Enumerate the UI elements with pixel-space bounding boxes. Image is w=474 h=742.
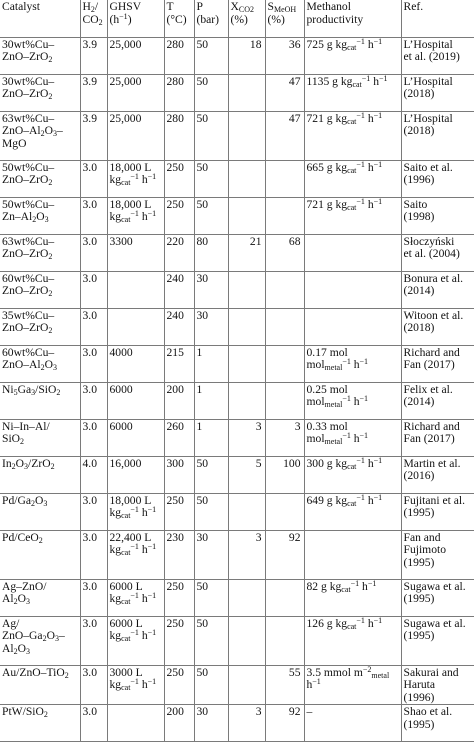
h2-co2-ratio-cell: 3.9 — [80, 37, 107, 74]
table-row — [0, 579, 474, 616]
ghsv-cell — [107, 705, 164, 742]
table-row — [0, 456, 474, 493]
table-row — [0, 493, 474, 530]
selectivity-cell: 68 — [265, 234, 304, 271]
productivity-cell: 0.33 mol mol$_{metal}^{-1}$ $h^{-1}$ — [304, 419, 401, 456]
pressure-cell: 50 — [194, 197, 228, 234]
reference-cell: L’Hospital (2018) — [401, 74, 474, 111]
productivity-cell: 721 g $kg_{cat}^{-1}$ $h^{-1}$ — [304, 197, 401, 234]
h2-co2-ratio-cell: 3.0 — [80, 419, 107, 456]
header-reference: Ref. — [401, 0, 474, 37]
temperature-cell: 240 — [164, 308, 194, 345]
catalyst-cell: Ag–ZnO/ $Al_2O_3$ — [0, 579, 80, 616]
catalyst-cell: $Ni_5Ga_3/SiO_2$ — [0, 382, 80, 419]
h2-co2-ratio-cell: 3.0 — [80, 345, 107, 382]
temperature-cell: 220 — [164, 234, 194, 271]
temperature-cell: 250 — [164, 493, 194, 530]
h2-co2-ratio-cell: 3.0 — [80, 705, 107, 742]
catalyst-cell: $In_2O_3/ZrO_2$ — [0, 456, 80, 493]
productivity-cell: 721 g $kg_{cat}^{-1}$ $h^{-1}$ — [304, 111, 401, 160]
table-row — [0, 382, 474, 419]
reference-cell: Felix et al. (2014) — [401, 382, 474, 419]
selectivity-cell — [265, 160, 304, 197]
ghsv-cell: 6000 — [107, 419, 164, 456]
ghsv-cell: 3000 L $kg_{cat}^{-1}$ $h^{-1}$ — [107, 665, 164, 705]
table-row — [0, 160, 474, 197]
selectivity-cell — [265, 579, 304, 616]
h2-co2-ratio-cell: 3.0 — [80, 579, 107, 616]
conversion-cell — [228, 345, 265, 382]
catalyst-cell: 63wt%Cu– ZnO–$Al_2O_3-$ MgO — [0, 111, 80, 160]
temperature-cell: 200 — [164, 705, 194, 742]
table-row — [0, 616, 474, 665]
ghsv-cell: 25,000 — [107, 37, 164, 74]
ghsv-cell: 3300 — [107, 234, 164, 271]
temperature-cell: 240 — [164, 271, 194, 308]
table-row — [0, 345, 474, 382]
conversion-cell: 3 — [228, 530, 265, 579]
table-row — [0, 308, 474, 345]
h2-co2-ratio-cell: 3.0 — [80, 234, 107, 271]
productivity-cell: 126 g $kg_{cat}^{-1}$ $h^{-1}$ — [304, 616, 401, 665]
selectivity-cell — [265, 493, 304, 530]
temperature-cell: 260 — [164, 419, 194, 456]
selectivity-cell: 92 — [265, 705, 304, 742]
ghsv-cell: 6000 — [107, 382, 164, 419]
ghsv-cell — [107, 271, 164, 308]
pressure-cell: 50 — [194, 111, 228, 160]
pressure-cell: 50 — [194, 74, 228, 111]
productivity-cell: 300 g $kg_{cat}^{-1}$ $h^{-1}$ — [304, 456, 401, 493]
catalyst-cell: 50wt%Cu– ZnO–ZrO$_2$ — [0, 160, 80, 197]
catalyst-cell: Pd/CeO$_2$ — [0, 530, 80, 579]
conversion-cell — [228, 111, 265, 160]
conversion-cell — [228, 197, 265, 234]
temperature-cell: 280 — [164, 74, 194, 111]
productivity-cell: 3.5 mmol $m^{-2}_{metal}$ $h^{-1}$ — [304, 665, 401, 705]
catalyst-cell: Au/ZnO–TiO$_2$ — [0, 665, 80, 705]
table-row — [0, 37, 474, 74]
ghsv-cell: 25,000 — [107, 74, 164, 111]
header-conversion: $X_{CO2}$ (%) — [228, 0, 265, 37]
ghsv-cell: 18,000 L $kg_{cat}^{-1}$ $h^{-1}$ — [107, 493, 164, 530]
h2-co2-ratio-cell: 4.0 — [80, 456, 107, 493]
reference-cell: Witoon et al. (2018) — [401, 308, 474, 345]
selectivity-cell — [265, 197, 304, 234]
pressure-cell: 50 — [194, 616, 228, 665]
table-row — [0, 530, 474, 579]
conversion-cell — [228, 382, 265, 419]
catalyst-cell: 60wt%Cu– ZnO–$Al_2O_3$ — [0, 345, 80, 382]
productivity-cell — [304, 530, 401, 579]
table-row — [0, 271, 474, 308]
productivity-cell: 0.25 mol mol$_{metal}^{-1}$ $h^{-1}$ — [304, 382, 401, 419]
pressure-cell: 30 — [194, 308, 228, 345]
reference-cell: Martin et al. (2016) — [401, 456, 474, 493]
selectivity-cell — [265, 308, 304, 345]
productivity-cell: 725 g $kg_{cat}^{-1}$ $h^{-1}$ — [304, 37, 401, 74]
reference-cell: L’Hospital (2018) — [401, 111, 474, 160]
selectivity-cell: 36 — [265, 37, 304, 74]
reference-cell: Sugawa et al. (1995) — [401, 579, 474, 616]
selectivity-cell: 47 — [265, 74, 304, 111]
reference-cell: Saito et al. (1996) — [401, 160, 474, 197]
temperature-cell: 200 — [164, 382, 194, 419]
selectivity-cell — [265, 382, 304, 419]
selectivity-cell: 100 — [265, 456, 304, 493]
header-h2-co2: $H_2/$ $CO_2$ — [80, 0, 107, 37]
productivity-cell: 82 g $kg_{cat}^{-1}$ $h^{-1}$ — [304, 579, 401, 616]
catalyst-cell: $Pd/Ga_2O_3$ — [0, 493, 80, 530]
pressure-cell: 50 — [194, 493, 228, 530]
h2-co2-ratio-cell: 3.0 — [80, 382, 107, 419]
ghsv-cell: 16,000 — [107, 456, 164, 493]
reference-cell: Richard and Fan (2017) — [401, 345, 474, 382]
ghsv-cell: 18,000 L $kg_{cat}^{-1}$ $h^{-1}$ — [107, 160, 164, 197]
productivity-cell — [304, 271, 401, 308]
conversion-cell — [228, 616, 265, 665]
catalyst-cell: Ni–In–Al/ SiO$_2$ — [0, 419, 80, 456]
catalyst-cell: Ag/ ZnO–$Ga_2O_3-$ $Al_2O_3$ — [0, 616, 80, 665]
table-row — [0, 705, 474, 742]
pressure-cell: 1 — [194, 419, 228, 456]
ghsv-cell — [107, 308, 164, 345]
pressure-cell: 50 — [194, 665, 228, 705]
reference-cell: Richard and Fan (2017) — [401, 419, 474, 456]
pressure-cell: 30 — [194, 271, 228, 308]
header-row — [0, 0, 474, 37]
productivity-cell: 0.17 mol mol$_{metal}^{-1}$ $h^{-1}$ — [304, 345, 401, 382]
productivity-cell — [304, 234, 401, 271]
reference-cell: Sugawa et al. (1995) — [401, 616, 474, 665]
selectivity-cell — [265, 345, 304, 382]
header-productivity: Methanol productivity — [304, 0, 401, 37]
productivity-cell: 665 g $kg_{cat}^{-1}$ $h^{-1}$ — [304, 160, 401, 197]
temperature-cell: 280 — [164, 111, 194, 160]
temperature-cell: 215 — [164, 345, 194, 382]
pressure-cell: 30 — [194, 705, 228, 742]
pressure-cell: 50 — [194, 456, 228, 493]
table-row — [0, 197, 474, 234]
ghsv-cell: 18,000 L $kg_{cat}^{-1}$ $h^{-1}$ — [107, 197, 164, 234]
table-row — [0, 419, 474, 456]
header-catalyst: Catalyst — [0, 0, 80, 37]
h2-co2-ratio-cell: 3.0 — [80, 616, 107, 665]
header-temperature: T (°C) — [164, 0, 194, 37]
reference-cell: Fujitani et al. (1995) — [401, 493, 474, 530]
pressure-cell: 30 — [194, 530, 228, 579]
pressure-cell: 1 — [194, 345, 228, 382]
reference-cell: Słoczyński et al. (2004) — [401, 234, 474, 271]
catalyst-cell: 63wt%Cu– ZnO–ZrO$_2$ — [0, 234, 80, 271]
header-selectivity: $S_{MeOH}$ (%) — [265, 0, 304, 37]
selectivity-cell: 47 — [265, 111, 304, 160]
conversion-cell — [228, 160, 265, 197]
reference-cell: Saito (1998) — [401, 197, 474, 234]
h2-co2-ratio-cell: 3.0 — [80, 308, 107, 345]
header-ghsv: GHSV $(h^{-1})$ — [107, 0, 164, 37]
conversion-cell: 18 — [228, 37, 265, 74]
catalyst-cell: 30wt%Cu– ZnO–ZrO$_2$ — [0, 37, 80, 74]
conversion-cell — [228, 271, 265, 308]
conversion-cell: 5 — [228, 456, 265, 493]
pressure-cell: 1 — [194, 382, 228, 419]
h2-co2-ratio-cell: 3.0 — [80, 271, 107, 308]
ghsv-cell: 4000 — [107, 345, 164, 382]
conversion-cell: 21 — [228, 234, 265, 271]
reference-cell: Bonura et al. (2014) — [401, 271, 474, 308]
pressure-cell: 50 — [194, 37, 228, 74]
temperature-cell: 300 — [164, 456, 194, 493]
conversion-cell — [228, 579, 265, 616]
pressure-cell: 50 — [194, 160, 228, 197]
selectivity-cell: 55 — [265, 665, 304, 705]
catalyst-cell: 60wt%Cu– ZnO–ZrO$_2$ — [0, 271, 80, 308]
table-row — [0, 111, 474, 160]
conversion-cell — [228, 493, 265, 530]
header-pressure: P (bar) — [194, 0, 228, 37]
h2-co2-ratio-cell: 3.0 — [80, 493, 107, 530]
productivity-cell: 649 g $kg_{cat}^{-1}$ $h^{-1}$ — [304, 493, 401, 530]
h2-co2-ratio-cell: 3.0 — [80, 665, 107, 705]
table-row — [0, 74, 474, 111]
table-row — [0, 234, 474, 271]
selectivity-cell — [265, 616, 304, 665]
temperature-cell: 250 — [164, 197, 194, 234]
productivity-cell: 1135 g $kg_{cat}^{-1}$ $h^{-1}$ — [304, 74, 401, 111]
reference-cell: L’Hospital et al. (2019) — [401, 37, 474, 74]
reference-cell: Sakurai and Haruta (1996) — [401, 665, 474, 705]
selectivity-cell: 92 — [265, 530, 304, 579]
catalyst-cell: 35wt%Cu– ZnO–ZrO$_2$ — [0, 308, 80, 345]
ghsv-cell: 22,400 L $kg_{cat}^{-1}$ $h^{-1}$ — [107, 530, 164, 579]
catalyst-cell: 50wt%Cu– $Zn-Al_2O_3$ — [0, 197, 80, 234]
ghsv-cell: 25,000 — [107, 111, 164, 160]
catalyst-cell: 30wt%Cu– ZnO–ZrO$_2$ — [0, 74, 80, 111]
temperature-cell: 230 — [164, 530, 194, 579]
temperature-cell: 250 — [164, 160, 194, 197]
ghsv-cell: 6000 L $kg_{cat}^{-1}$ $h^{-1}$ — [107, 579, 164, 616]
temperature-cell: 250 — [164, 616, 194, 665]
conversion-cell — [228, 665, 265, 705]
productivity-cell — [304, 308, 401, 345]
reference-cell: Shao et al. (1995) — [401, 705, 474, 742]
selectivity-cell: 3 — [265, 419, 304, 456]
h2-co2-ratio-cell: 3.0 — [80, 197, 107, 234]
temperature-cell: 250 — [164, 579, 194, 616]
temperature-cell: 280 — [164, 37, 194, 74]
table-row — [0, 665, 474, 705]
ghsv-cell: 6000 L $kg_{cat}^{-1}$ $h^{-1}$ — [107, 616, 164, 665]
temperature-cell: 250 — [164, 665, 194, 705]
conversion-cell: 3 — [228, 705, 265, 742]
conversion-cell — [228, 308, 265, 345]
selectivity-cell — [265, 271, 304, 308]
h2-co2-ratio-cell: 3.9 — [80, 74, 107, 111]
conversion-cell: 3 — [228, 419, 265, 456]
reference-cell: Fan and Fujimoto (1995) — [401, 530, 474, 579]
pressure-cell: 80 — [194, 234, 228, 271]
pressure-cell: 50 — [194, 579, 228, 616]
h2-co2-ratio-cell: 3.0 — [80, 160, 107, 197]
productivity-cell: – — [304, 705, 401, 742]
catalyst-cell: PtW/SiO$_2$ — [0, 705, 80, 742]
h2-co2-ratio-cell: 3.9 — [80, 111, 107, 160]
conversion-cell — [228, 74, 265, 111]
h2-co2-ratio-cell: 3.0 — [80, 530, 107, 579]
